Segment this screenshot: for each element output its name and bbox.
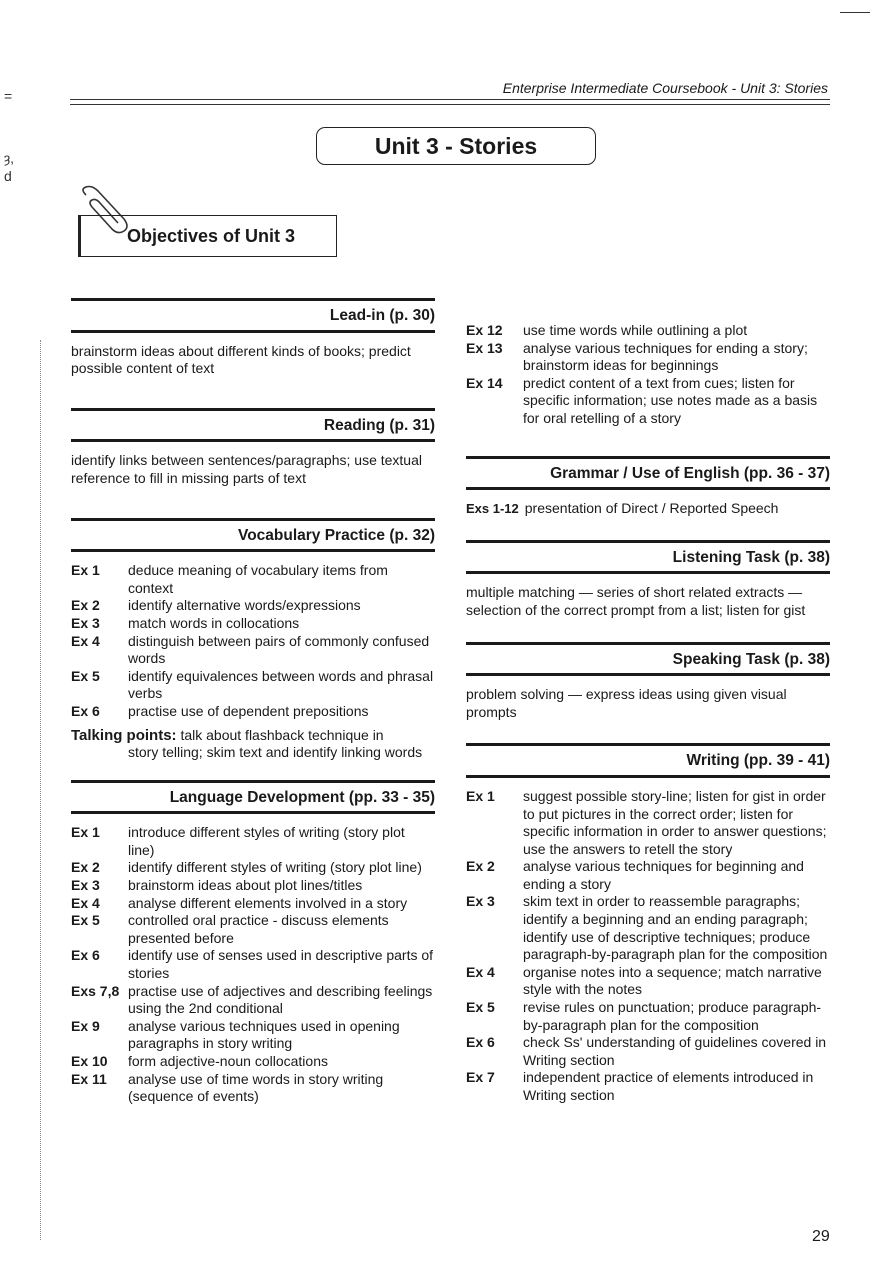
exercise-number: Ex 4 bbox=[71, 894, 100, 911]
exercise-text: form adjective-noun collocations bbox=[128, 1053, 328, 1069]
exercise-text: match words in collocations bbox=[128, 614, 300, 631]
exercise-number: Ex 5 bbox=[466, 999, 495, 1016]
list-item bbox=[71, 912, 435, 947]
page-number: 29 bbox=[812, 1228, 830, 1245]
list-item bbox=[466, 1034, 830, 1069]
exercise-text: analyse various techniques used in opening paragraphs in story writing bbox=[128, 1017, 400, 1052]
right-column bbox=[466, 322, 830, 1125]
exercise-text: check Ss' understanding of guidelines covered in Writing section bbox=[523, 1034, 827, 1068]
list-item bbox=[466, 788, 830, 858]
exercise-text: deduce meaning of vocabulary items from context bbox=[128, 562, 388, 596]
exercise-text: organise notes into a sequence; match narrative style with the notes bbox=[523, 963, 822, 998]
list-item bbox=[466, 1069, 830, 1104]
vocabulary-list bbox=[71, 562, 435, 720]
exercise-text: use time words while outlining a plot bbox=[523, 322, 748, 338]
margin-mark-1: = bbox=[4, 88, 13, 104]
talking-points-first-line: talk about flashback technique in bbox=[180, 726, 384, 743]
list-item bbox=[71, 597, 435, 615]
header-rule-top bbox=[70, 99, 830, 100]
page-title: Unit 3 - Stories bbox=[316, 127, 596, 165]
exercise-number: Ex 9 bbox=[71, 1017, 100, 1034]
list-item bbox=[466, 893, 830, 963]
margin-mark-2: ȝ, bbox=[4, 150, 15, 166]
listening-text: multiple matching — series of short related extracts — selection of the correct prompt from a list; listen for gist bbox=[466, 584, 806, 618]
vocabulary-heading: Vocabulary Practice (p. 32) bbox=[71, 518, 435, 553]
list-item bbox=[71, 983, 435, 1018]
exercise-number: Ex 6 bbox=[466, 1034, 495, 1051]
exercise-text: identify different styles of writing (story plot line) bbox=[128, 859, 422, 876]
exercise-number: Ex 14 bbox=[466, 374, 503, 391]
list-item bbox=[71, 703, 435, 721]
language-development-heading: Language Development (pp. 33 - 35) bbox=[71, 780, 435, 815]
exercise-text: analyse various techniques for ending a story; brainstorm ideas for beginnings bbox=[523, 339, 808, 374]
scan-edge-line bbox=[40, 340, 41, 1240]
list-item bbox=[71, 895, 435, 913]
exercise-number: Ex 7 bbox=[466, 1069, 495, 1086]
list-item bbox=[71, 615, 435, 633]
exercise-number: Ex 1 bbox=[71, 562, 100, 579]
exercise-number: Ex 4 bbox=[466, 963, 495, 980]
list-item bbox=[71, 1053, 435, 1071]
exercise-number: Ex 4 bbox=[71, 632, 100, 649]
exercise-number: Ex 2 bbox=[71, 859, 100, 876]
listening-heading: Listening Task (p. 38) bbox=[466, 540, 830, 575]
list-item bbox=[466, 322, 830, 340]
exercise-text: practise use of adjectives and describing feelings using the 2nd conditional bbox=[128, 982, 433, 1017]
exercise-number: Ex 3 bbox=[71, 614, 100, 631]
exercise-number: Ex 3 bbox=[71, 877, 100, 894]
talking-points-rest: story telling; skim text and identify linking words bbox=[128, 744, 423, 761]
list-item bbox=[71, 1018, 435, 1053]
exercise-number: Exs 1-12 bbox=[466, 501, 519, 517]
exercise-text: brainstorm ideas about plot lines/titles bbox=[128, 877, 363, 894]
list-item bbox=[466, 858, 830, 893]
grammar-item bbox=[466, 500, 830, 518]
list-item bbox=[71, 877, 435, 895]
list-item bbox=[71, 947, 435, 982]
exercise-number: Ex 1 bbox=[71, 824, 100, 841]
exercise-text: suggest possible story-line; listen for gist in order to put pictures in the correct order; listen for specific information in order to answer questions; use the answers to retell the story bbox=[523, 787, 827, 857]
list-item bbox=[71, 824, 435, 859]
speaking-heading: Speaking Task (p. 38) bbox=[466, 642, 830, 677]
objectives-heading: Objectives of Unit 3 bbox=[78, 215, 337, 257]
header-rule-bottom bbox=[70, 104, 830, 105]
language-development-list bbox=[71, 824, 435, 1106]
scan-corner-mark bbox=[840, 12, 870, 13]
exercise-text: distinguish between pairs of commonly confused words bbox=[128, 632, 430, 667]
list-item bbox=[466, 375, 830, 428]
list-item bbox=[71, 562, 435, 597]
exercise-text: revise rules on punctuation; produce paragraph-by-paragraph plan for the composition bbox=[523, 999, 822, 1033]
exercise-number: Ex 1 bbox=[466, 787, 495, 804]
vocabulary-continued-list bbox=[466, 322, 830, 428]
list-item bbox=[71, 1071, 435, 1106]
margin-mark-3: d bbox=[4, 168, 12, 184]
exercise-number: Ex 11 bbox=[71, 1070, 107, 1087]
lead-in-heading: Lead-in (p. 30) bbox=[71, 298, 435, 333]
exercise-number: Ex 5 bbox=[71, 912, 100, 929]
list-item bbox=[466, 964, 830, 999]
exercise-text: skim text in order to reassemble paragraphs; identify a beginning and an ending paragraph; identify use of descriptive techniques; produce paragraph-by-paragraph plan for the composition bbox=[523, 893, 828, 963]
exercise-number: Ex 6 bbox=[71, 702, 100, 719]
exercise-text: analyse different elements involved in a story bbox=[128, 894, 408, 911]
exercise-text: presentation of Direct / Reported Speech bbox=[524, 500, 779, 517]
exercise-text: identify alternative words/expressions bbox=[128, 597, 361, 614]
exercise-text: introduce different styles of writing (story plot line) bbox=[128, 824, 405, 858]
exercise-text: practise use of dependent prepositions bbox=[128, 702, 369, 719]
talking-points-label: Talking points: bbox=[71, 726, 177, 744]
list-item bbox=[466, 999, 830, 1034]
exercise-text: analyse various techniques for beginning and ending a story bbox=[523, 858, 804, 892]
exercise-number: Ex 3 bbox=[466, 893, 495, 910]
exercise-number: Ex 10 bbox=[71, 1053, 108, 1069]
left-column bbox=[71, 298, 435, 1126]
exercise-number: Ex 13 bbox=[466, 339, 503, 356]
list-item bbox=[71, 633, 435, 668]
exercise-number: Ex 12 bbox=[466, 322, 503, 338]
exercise-number: Ex 2 bbox=[71, 597, 100, 614]
exercise-text: analyse use of time words in story writing (sequence of events) bbox=[128, 1070, 384, 1105]
reading-heading: Reading (p. 31) bbox=[71, 408, 435, 443]
talking-points bbox=[71, 727, 435, 762]
list-item bbox=[466, 340, 830, 375]
grammar-heading: Grammar / Use of English (pp. 36 - 37) bbox=[466, 456, 830, 491]
exercise-number: Ex 2 bbox=[466, 858, 495, 875]
exercise-text: identify use of senses used in descriptive parts of stories bbox=[128, 947, 434, 982]
exercise-text: independent practice of elements introduced in Writing section bbox=[523, 1069, 814, 1103]
exercise-text: predict content of a text from cues; listen for specific information; use notes made as a basis for oral retelling of a story bbox=[523, 374, 818, 426]
speaking-text: problem solving — express ideas using given visual prompts bbox=[466, 686, 787, 720]
writing-list bbox=[466, 788, 830, 1105]
exercise-number: Ex 6 bbox=[71, 947, 100, 964]
list-item bbox=[71, 668, 435, 703]
exercise-text: controlled oral practice - discuss elements presented before bbox=[128, 912, 389, 946]
reading-text: identify links between sentences/paragraphs; use textual reference to fill in missing parts of text bbox=[71, 452, 422, 486]
running-header: Enterprise Intermediate Coursebook - Unit 3: Stories bbox=[502, 80, 828, 96]
list-item bbox=[71, 859, 435, 877]
exercise-number: Exs 7,8 bbox=[71, 982, 120, 999]
writing-heading: Writing (pp. 39 - 41) bbox=[466, 743, 830, 778]
exercise-text: identify equivalences between words and phrasal verbs bbox=[128, 667, 434, 702]
exercise-number: Ex 5 bbox=[71, 667, 100, 684]
lead-in-text: brainstorm ideas about different kinds of books; predict possible content of text bbox=[71, 342, 411, 377]
